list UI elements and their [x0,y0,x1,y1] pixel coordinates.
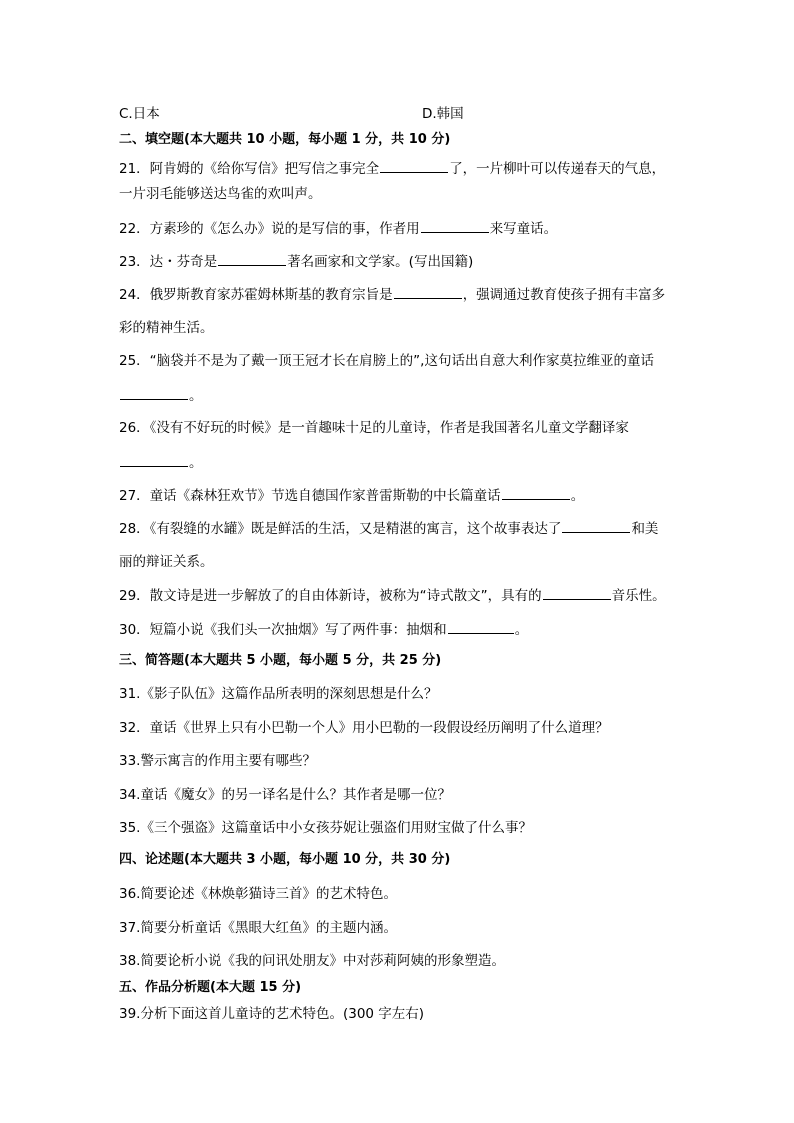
question-25: 25．“脑袋并不是为了戴一顶王冠才长在肩膀上的”,这句话出自意大利作家莫拉维亚的童话 [119,353,654,369]
question-33: 33.警示寓言的作用主要有哪些？ [119,753,316,769]
question-21-text-a: 21．阿肯姆的《给你写信》把写信之事完全 [119,161,380,177]
question-28-text-b: 和美 [631,521,659,537]
question-28-continued: 丽的辩证关系。 [119,554,214,570]
question-24-text-b: ，强调通过教育使孩子拥有丰富多 [462,287,666,303]
question-25-text-b: 。 [189,388,203,404]
question-38: 38.简要论析小说《我的问讯处朋友》中对莎莉阿姨的形象塑造。 [119,953,505,969]
question-34: 34.童话《魔女》的另一译名是什么？其作者是哪一位？ [119,787,451,803]
question-32: 32．童话《世界上只有小巴勒一个人》用小巴勒的一段假设经历阐明了什么道理？ [119,720,609,736]
option-c: C.日本 [119,106,160,122]
question-25-continued [119,385,203,406]
question-21-continued: 一片羽毛能够送达鸟雀的欢叫声。 [119,186,322,202]
question-26-continued [119,452,203,473]
question-30 [119,619,528,640]
question-22-text-b: 来写童话。 [489,221,558,237]
question-27-text-a: 27．童话《森林狂欢节》节选自德国作家普雷斯勒的中长篇童话 [119,488,501,504]
question-39: 39.分析下面这首儿童诗的艺术特色。(300 字左右) [119,1006,425,1022]
question-30-text-a: 30．短篇小说《我们头一次抽烟》写了两件事：抽烟和 [119,622,447,638]
answer-blank [394,284,462,299]
question-35: 35.《三个强盗》这篇童话中小女孩芬妮让强盗们用财宝做了什么事？ [119,820,532,836]
question-22 [119,218,557,239]
answer-blank [448,619,514,634]
question-21-text-b: 了，一片柳叶可以传递春天的气息， [449,161,666,177]
question-29-text-a: 29．散文诗是进一步解放了的自由体新诗，被称为“诗式散文”，具有的 [119,588,542,604]
question-29 [119,585,666,606]
question-36: 36.简要论述《林焕彰猫诗三首》的艺术特色。 [119,886,397,902]
answer-blank [218,251,286,266]
question-29-text-b: 音乐性。 [611,588,666,604]
question-30-text-b: 。 [514,622,529,638]
question-24-text-a: 24．俄罗斯教育家苏霍姆林斯基的教育宗旨是 [119,287,393,303]
question-37: 37.简要分析童话《黑眼大红鱼》的主题内涵。 [119,920,397,936]
question-24-continued: 彩的精神生活。 [119,320,214,336]
question-26: 26．《没有不好玩的时候》是一首趣味十足的儿童诗，作者是我国著名儿童文学翻译家 [119,420,629,436]
answer-blank [120,385,188,400]
question-28 [119,518,658,539]
question-28-text-a: 28．《有裂缝的水罐》既是鲜活的生活，又是精湛的寓言，这个故事表达了 [119,521,562,537]
question-23-text-a: 23．达・芬奇是 [119,254,218,270]
question-22-text-a: 22．方素珍的《怎么办》说的是写信的事，作者用 [119,221,420,237]
question-31: 31.《影子队伍》这篇作品所表明的深刻思想是什么？ [119,686,438,702]
question-27 [119,485,584,506]
answer-blank [380,158,448,173]
section-short-heading: 三、简答题(本大题共 5 小题，每小题 5 分，共 25 分) [119,653,442,668]
question-24 [119,284,665,305]
section-fill-heading: 二、填空题(本大题共 10 小题，每小题 1 分，共 10 分) [119,132,451,147]
question-26-text-b: 。 [189,455,203,471]
section-analysis-heading: 五、作品分析题(本大题 15 分) [119,980,302,995]
answer-blank [562,518,630,533]
answer-blank [421,218,489,233]
question-23-text-b: 著名画家和文学家。(写出国籍) [287,254,474,270]
option-d: D.韩国 [422,106,464,122]
answer-blank [120,452,188,467]
question-27-text-b: 。 [570,488,585,504]
answer-blank [543,585,611,600]
question-23 [119,251,473,272]
section-essay-heading: 四、论述题(本大题共 3 小题，每小题 10 分，共 30 分) [119,852,451,867]
question-21 [119,158,665,179]
answer-blank [502,485,570,500]
